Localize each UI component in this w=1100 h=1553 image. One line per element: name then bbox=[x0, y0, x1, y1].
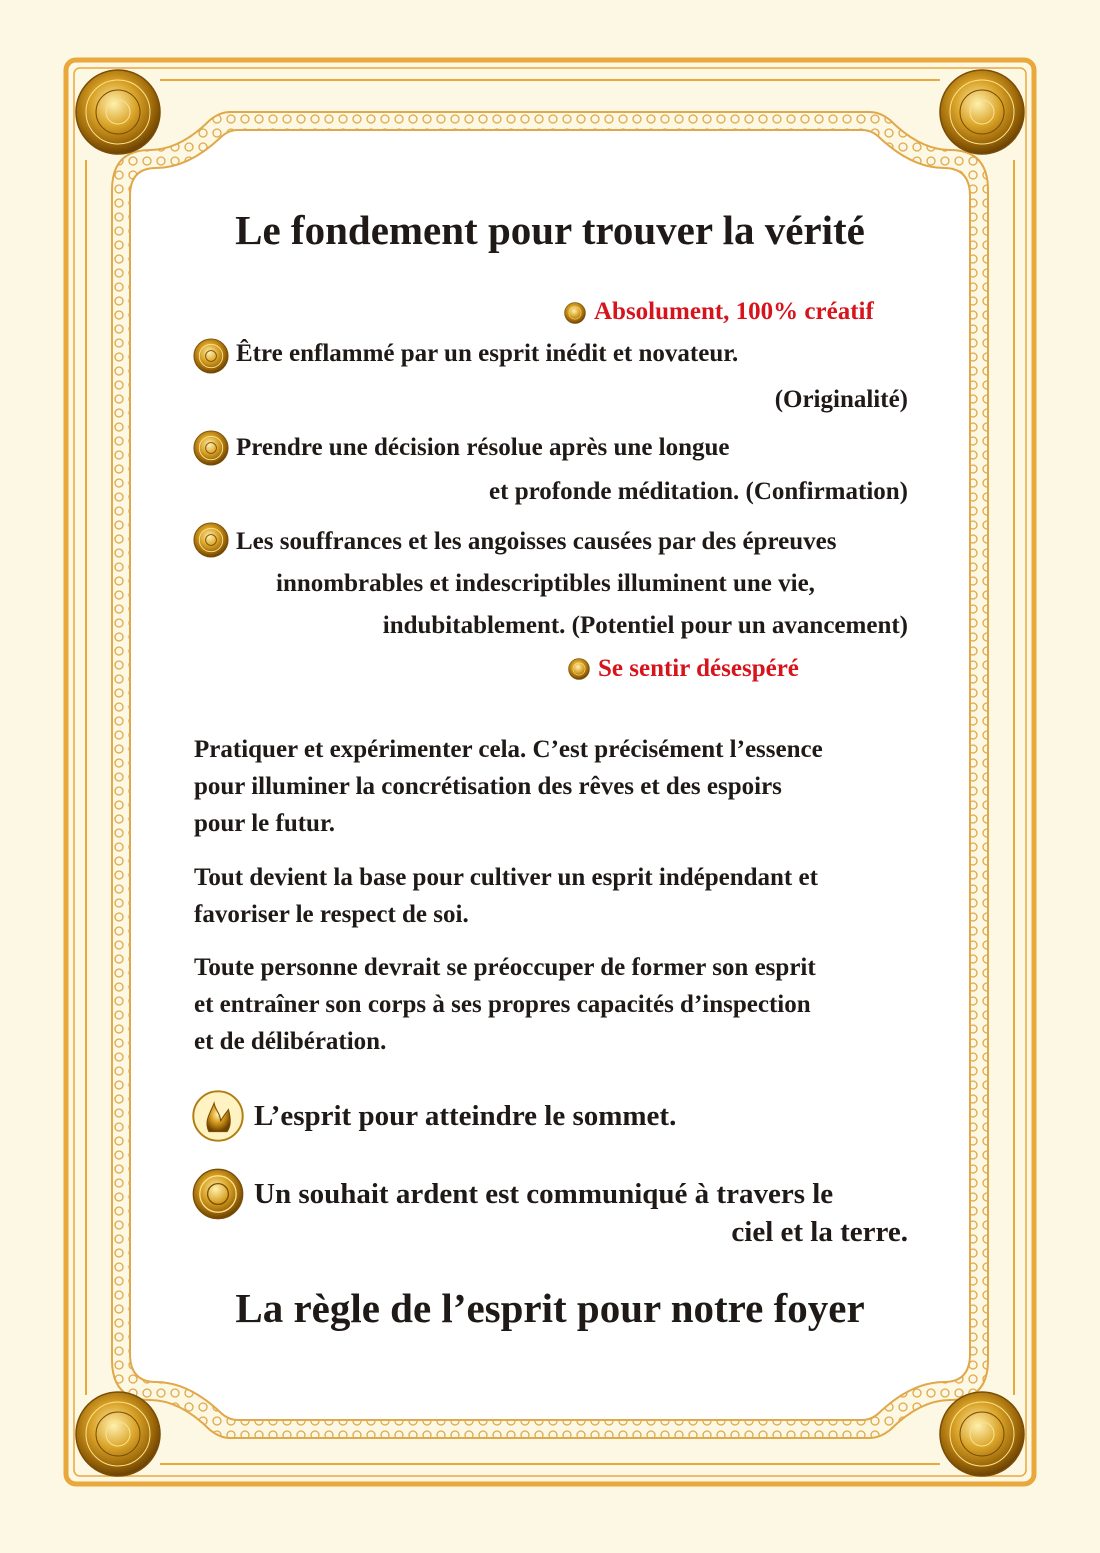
para1-line1: Pratiquer et expérimenter cela. C’est précisément l’essence bbox=[194, 736, 823, 763]
gold-medallion-icon bbox=[193, 522, 229, 558]
motto2-line2: ciel et la terre. bbox=[731, 1216, 908, 1248]
item3-line1: Les souffrances et les angoisses causées par des épreuves bbox=[236, 528, 837, 555]
para2-line2: favoriser le respect de soi. bbox=[194, 901, 469, 928]
page-title: Le fondement pour trouver la vérité bbox=[235, 207, 865, 253]
item1-line2: (Originalité) bbox=[774, 386, 908, 413]
corner-medallion-icon bbox=[940, 1392, 1024, 1476]
item1-line1: Être enflammé par un esprit inédit et novateur. bbox=[236, 340, 739, 367]
para1-line3: pour le futur. bbox=[194, 810, 336, 837]
gold-medallion-icon bbox=[193, 430, 229, 466]
para2-line1: Tout devient la base pour cultiver un esprit indépendant et bbox=[194, 864, 818, 891]
gold-medallion-icon bbox=[564, 302, 586, 324]
para3-line1: Toute personne devrait se préoccuper de former son esprit bbox=[194, 954, 816, 981]
corner-medallion-icon bbox=[76, 70, 160, 154]
flame-emblem-icon bbox=[192, 1090, 244, 1142]
corner-medallion-icon bbox=[76, 1392, 160, 1476]
para1-line2: pour illuminer la concrétisation des rêves et des espoirs bbox=[194, 773, 782, 800]
footer-title: La règle de l’esprit pour notre foyer bbox=[235, 1285, 865, 1331]
corner-medallion-icon bbox=[940, 70, 1024, 154]
item3-line3: indubitablement. (Potentiel pour un avancement) bbox=[382, 612, 908, 639]
para3-line2: et entraîner son corps à ses propres capacités d’inspection bbox=[194, 991, 811, 1018]
item2-line2: et profonde méditation. (Confirmation) bbox=[489, 478, 908, 505]
gold-medallion-icon bbox=[193, 338, 229, 374]
gold-medallion-icon bbox=[568, 658, 590, 680]
motto2-line1: Un souhait ardent est communiqué à travers le bbox=[254, 1178, 834, 1210]
item3-line2: innombrables et indescriptibles illuminent une vie, bbox=[276, 570, 815, 597]
para3-line3: et de délibération. bbox=[194, 1028, 387, 1055]
item2-line1: Prendre une décision résolue après une longue bbox=[236, 434, 730, 461]
motto1: L’esprit pour atteindre le sommet. bbox=[254, 1100, 677, 1132]
gold-medallion-icon bbox=[192, 1168, 244, 1220]
tagline-bottom: Se sentir désespéré bbox=[598, 655, 799, 682]
tagline-top: Absolument, 100% créatif bbox=[594, 298, 874, 325]
